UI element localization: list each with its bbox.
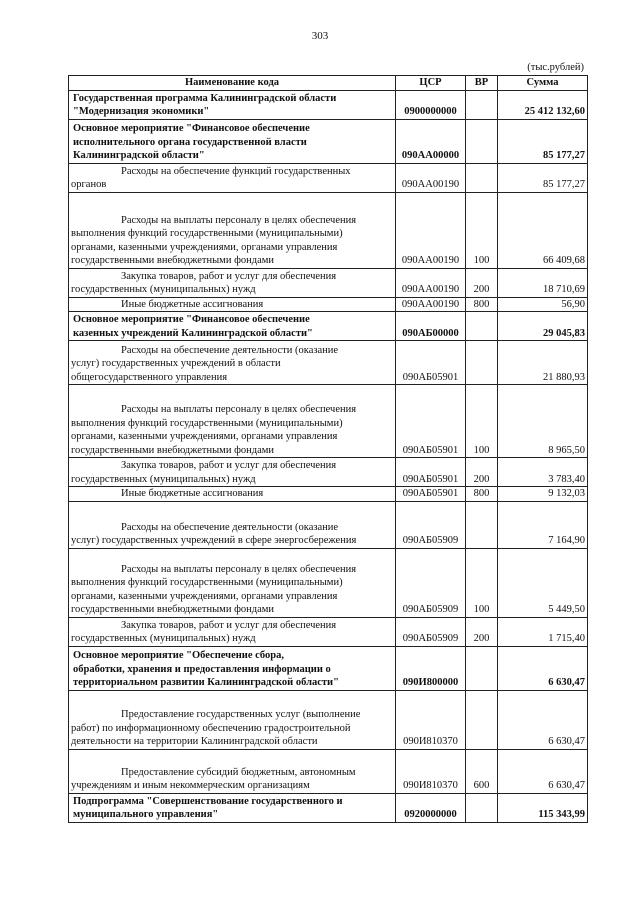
- row-csr: 090АБ05909: [396, 617, 466, 646]
- table-row: [69, 385, 588, 458]
- row-vr: 800: [466, 487, 498, 502]
- row-csr: 090И810370: [396, 690, 466, 749]
- row-name: Расходы на выплаты персоналу в целях обеспечения выполнения функций государственными (муниципальными) органами, казенными учреждениями, органами управления государственными внебюджетными фондами: [69, 385, 396, 458]
- row-vr: [466, 119, 498, 163]
- row-vr: 100: [466, 548, 498, 617]
- row-name: Предоставление государственных услуг (выполнение работ) по информационному обеспечению градостроительной деятельности на территории Калининградской области: [69, 690, 396, 749]
- row-vr: [466, 501, 498, 548]
- row-vr: [466, 646, 498, 690]
- row-csr: 090И800000: [396, 646, 466, 690]
- table-row: [69, 297, 588, 312]
- row-sum: 6 630,47: [498, 749, 588, 793]
- row-sum: 56,90: [498, 297, 588, 312]
- row-csr: 090АБ05901: [396, 341, 466, 385]
- row-csr: 090АА00190: [396, 268, 466, 297]
- table-row: [69, 548, 588, 617]
- row-name: Подпрограмма "Совершенствование государственного и муниципального управления": [69, 793, 396, 822]
- row-vr: [466, 690, 498, 749]
- row-vr: [466, 90, 498, 119]
- row-name: Расходы на выплаты персоналу в целях обеспечения выполнения функций государственными (муниципальными) органами, казенными учреждениями, органами управления государственными внебюджетными фондами: [69, 548, 396, 617]
- row-csr: 090АА00190: [396, 163, 466, 192]
- row-name: Расходы на обеспечение функций государственных органов: [69, 163, 396, 192]
- row-vr: [466, 163, 498, 192]
- table-row: [69, 163, 588, 192]
- row-sum: 85 177,27: [498, 163, 588, 192]
- table-row: [69, 487, 588, 502]
- row-sum: 85 177,27: [498, 119, 588, 163]
- row-name: Предоставление субсидий бюджетным, автономным учреждениям и иным некоммерческим организациям: [69, 749, 396, 793]
- row-name: Закупка товаров, работ и услуг для обеспечения государственных (муниципальных) нужд: [69, 268, 396, 297]
- row-vr: [466, 793, 498, 822]
- row-sum: 21 880,93: [498, 341, 588, 385]
- row-csr: 090И810370: [396, 749, 466, 793]
- row-vr: 800: [466, 297, 498, 312]
- table-row: [69, 192, 588, 268]
- units-note: (тыс.рублей): [527, 62, 584, 73]
- page-number: 303: [311, 30, 329, 42]
- table-row: [69, 90, 588, 119]
- budget-table: [68, 75, 588, 823]
- row-name: Иные бюджетные ассигнования: [69, 297, 396, 312]
- table-row: [69, 646, 588, 690]
- header-vr: ВР: [466, 76, 498, 91]
- row-name: Расходы на обеспечение деятельности (оказание услуг) государственных учреждений в области общегосударственного управления: [69, 341, 396, 385]
- row-csr: 090АБ05901: [396, 385, 466, 458]
- table-row: [69, 690, 588, 749]
- table-row: [69, 119, 588, 163]
- row-csr: 090АА00190: [396, 297, 466, 312]
- row-sum: 18 710,69: [498, 268, 588, 297]
- table-row: [69, 501, 588, 548]
- row-csr: 090АБ00000: [396, 312, 466, 341]
- row-csr: 0920000000: [396, 793, 466, 822]
- row-csr: 090АБ05901: [396, 458, 466, 487]
- row-sum: 7 164,90: [498, 501, 588, 548]
- header-csr: ЦСР: [396, 76, 466, 91]
- row-sum: 3 783,40: [498, 458, 588, 487]
- header-row: [69, 76, 588, 91]
- row-sum: 9 132,03: [498, 487, 588, 502]
- header-sum: Сумма: [498, 76, 588, 91]
- row-csr: 090АБ05909: [396, 548, 466, 617]
- row-sum: 6 630,47: [498, 690, 588, 749]
- row-name: Закупка товаров, работ и услуг для обеспечения государственных (муниципальных) нужд: [69, 458, 396, 487]
- row-vr: 100: [466, 192, 498, 268]
- row-sum: 115 343,99: [498, 793, 588, 822]
- row-name: Государственная программа Калининградской области "Модернизация экономики": [69, 90, 396, 119]
- header-name: Наименование кода: [69, 76, 396, 91]
- table-row: [69, 749, 588, 793]
- table-row: [69, 793, 588, 822]
- row-vr: 600: [466, 749, 498, 793]
- table-row: [69, 312, 588, 341]
- row-vr: [466, 312, 498, 341]
- row-vr: 200: [466, 268, 498, 297]
- row-sum: 8 965,50: [498, 385, 588, 458]
- row-csr: 090АА00000: [396, 119, 466, 163]
- row-name: Основное мероприятие "Финансовое обеспечение казенных учреждений Калининградской области": [69, 312, 396, 341]
- row-sum: 29 045,83: [498, 312, 588, 341]
- table-row: [69, 268, 588, 297]
- row-name: Основное мероприятие "Финансовое обеспечение исполнительного органа государственной власти Калининградской области": [69, 119, 396, 163]
- row-csr: 090АБ05909: [396, 501, 466, 548]
- table-row: [69, 617, 588, 646]
- row-sum: 6 630,47: [498, 646, 588, 690]
- row-sum: 25 412 132,60: [498, 90, 588, 119]
- row-sum: 66 409,68: [498, 192, 588, 268]
- row-name: Иные бюджетные ассигнования: [69, 487, 396, 502]
- row-csr: 090АА00190: [396, 192, 466, 268]
- row-sum: 5 449,50: [498, 548, 588, 617]
- row-csr: 090АБ05901: [396, 487, 466, 502]
- row-vr: 100: [466, 385, 498, 458]
- row-name: Основное мероприятие "Обеспечение сбора, обработки, хранения и предоставления информации о территориальном развитии Калининградской области": [69, 646, 396, 690]
- row-name: Расходы на выплаты персоналу в целях обеспечения выполнения функций государственными (муниципальными) органами, казенными учреждениями, органами управления государственными внебюджетными фондами: [69, 192, 396, 268]
- row-name: Закупка товаров, работ и услуг для обеспечения государственных (муниципальных) нужд: [69, 617, 396, 646]
- row-csr: 0900000000: [396, 90, 466, 119]
- table-row: [69, 341, 588, 385]
- row-name: Расходы на обеспечение деятельности (оказание услуг) государственных учреждений в сфере энергосбережения: [69, 501, 396, 548]
- row-sum: 1 715,40: [498, 617, 588, 646]
- row-vr: [466, 341, 498, 385]
- row-vr: 200: [466, 617, 498, 646]
- row-vr: 200: [466, 458, 498, 487]
- table-row: [69, 458, 588, 487]
